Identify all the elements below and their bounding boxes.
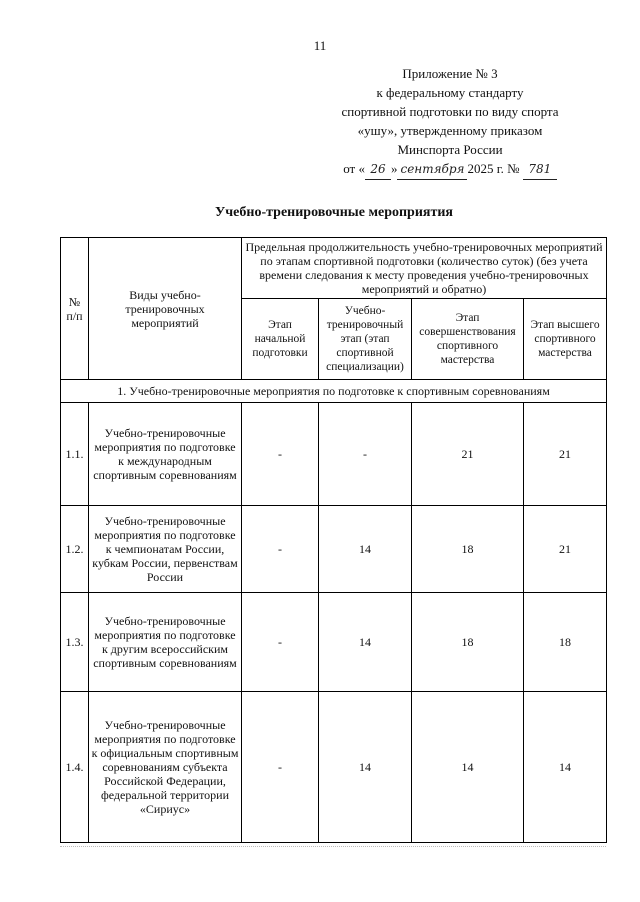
- row-name: Учебно-тренировочные мероприятия по подготовке к международным спортивным соревнованиям: [89, 403, 242, 506]
- table-row: [61, 506, 607, 593]
- row-name: Учебно-тренировочные мероприятия по подготовке к чемпионатам России, кубкам России, первенствам России: [89, 506, 242, 593]
- row-value-stage-3: 14: [412, 692, 524, 843]
- row-value-stage-3: 18: [412, 506, 524, 593]
- row-value-stage-2: 14: [319, 593, 412, 692]
- appendix-line-1: Приложение № 3: [402, 66, 498, 81]
- row-value-stage-2: 14: [319, 692, 412, 843]
- events-table: [60, 237, 607, 843]
- header-stage-2: Учебно-тренировочный этап (этап спортивной специализации): [319, 299, 412, 380]
- row-number: 1.1.: [61, 403, 89, 506]
- row-value-stage-1: -: [242, 692, 319, 843]
- appendix-date-line: [300, 159, 600, 180]
- section-title: 1. Учебно-тренировочные мероприятия по подготовке к спортивным соревнованиям: [61, 380, 607, 403]
- date-day: 26: [365, 160, 391, 180]
- appendix-line-3: спортивной подготовки по виду спорта: [341, 104, 559, 119]
- table-header-row-1: [61, 238, 607, 299]
- row-value-stage-1: -: [242, 506, 319, 593]
- row-name: Учебно-тренировочные мероприятия по подготовке к другим всероссийским спортивным соревнованиям: [89, 593, 242, 692]
- row-value-stage-1: -: [242, 403, 319, 506]
- section-row: [61, 380, 607, 403]
- header-num: № п/п: [61, 238, 89, 380]
- page-bottom-rule: [60, 846, 606, 847]
- appendix-line-2: к федеральному стандарту: [376, 85, 524, 100]
- appendix-line-5: Минспорта России: [397, 142, 503, 157]
- row-value-stage-3: 21: [412, 403, 524, 506]
- row-value-stage-4: 14: [524, 692, 607, 843]
- table-row: [61, 593, 607, 692]
- table-row: [61, 692, 607, 843]
- header-stage-1: Этап начальной подготовки: [242, 299, 319, 380]
- row-number: 1.4.: [61, 692, 89, 843]
- document-title: Учебно-тренировочные мероприятия: [215, 205, 453, 220]
- date-year: 2025 г. №: [467, 161, 520, 176]
- date-month: сентября: [397, 160, 467, 180]
- appendix-line-4: «ушу», утвержденному приказом: [357, 123, 543, 138]
- row-number: 1.3.: [61, 593, 89, 692]
- table-row: [61, 403, 607, 506]
- row-value-stage-2: -: [319, 403, 412, 506]
- header-types: Виды учебно-тренировочных мероприятий: [89, 238, 242, 380]
- row-value-stage-4: 21: [524, 403, 607, 506]
- appendix-block: [300, 64, 600, 180]
- row-value-stage-4: 18: [524, 593, 607, 692]
- row-value-stage-1: -: [242, 593, 319, 692]
- row-value-stage-3: 18: [412, 593, 524, 692]
- header-group: Предельная продолжительность учебно-тренировочных мероприятий по этапам спортивной подготовки (количество суток) (без учета времени следования к месту проведения учебно-тренировочных мероприятий и обратно): [242, 238, 607, 299]
- header-stage-4: Этап высшего спортивного мастерства: [524, 299, 607, 380]
- row-value-stage-2: 14: [319, 506, 412, 593]
- page-number: 11: [313, 38, 327, 53]
- order-number: 781: [523, 160, 557, 180]
- row-value-stage-4: 21: [524, 506, 607, 593]
- header-stage-3: Этап совершенствования спортивного мастерства: [412, 299, 524, 380]
- date-prefix: от «: [343, 161, 365, 176]
- row-name: Учебно-тренировочные мероприятия по подготовке к официальным спортивным соревнованиям субъекта Российской Федерации, федеральной территории «Сириус»: [89, 692, 242, 843]
- date-mid: »: [390, 161, 398, 176]
- row-number: 1.2.: [61, 506, 89, 593]
